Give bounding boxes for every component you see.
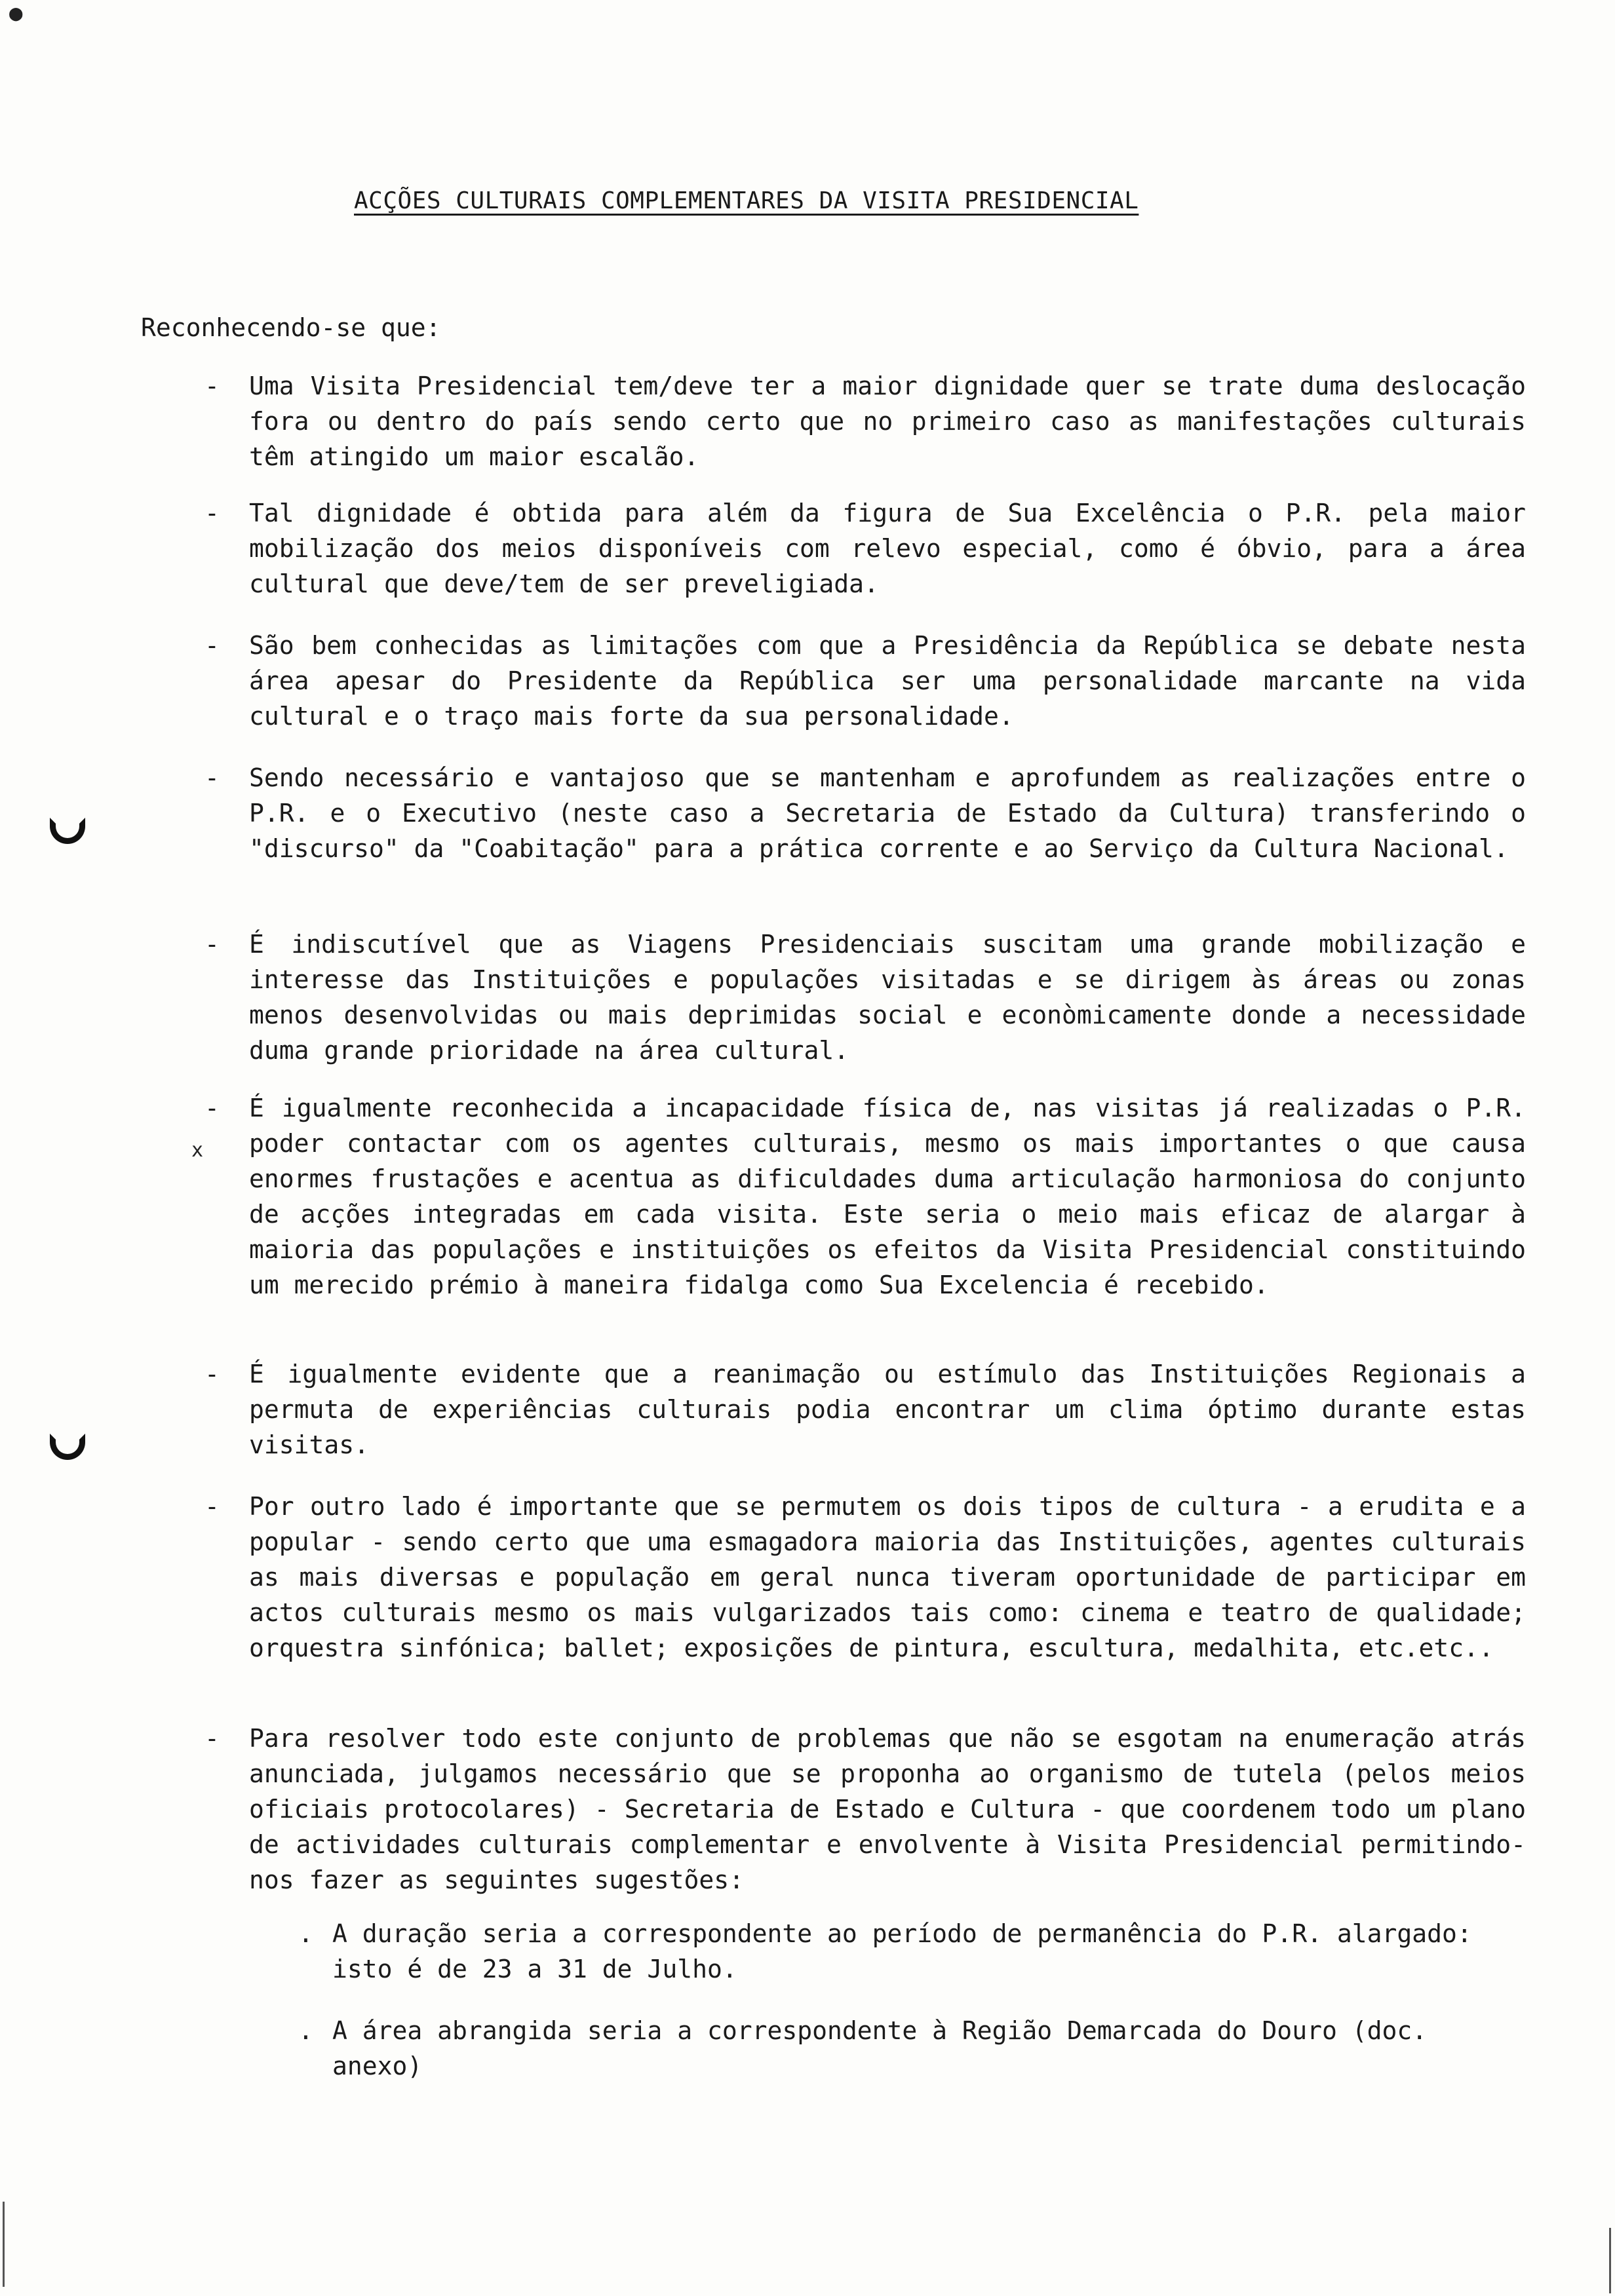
dash-bullet: - [204,763,220,792]
paragraph-7 [204,1356,1526,1463]
paragraph-5 [204,927,1526,1068]
intro-line: Reconhecendo-se que: [141,313,441,342]
sub-item-2 [298,2013,1530,2084]
paragraph-8 [204,1489,1526,1666]
paragraph-1 [204,368,1526,474]
punch-hole-bottom [50,1434,85,1460]
left-edge-line [3,2202,5,2287]
paragraph-4 [204,760,1526,866]
dash-bullet: - [204,631,220,660]
dash-bullet: - [204,1724,220,1753]
paragraph-text: É igualmente reconhecida a incapacidade física de, nas visitas já realizadas o P.R. poder contactar com os agentes culturais, mesmo os mais importantes o que causa enormes frustações e acentua as dificuldades duma articulação harmoniosa do conjunto de acções integradas em cada visita. Este seria o meio mais eficaz de alargar à maioria das populações e instituições os efeitos da Visita Presidencial constituindo um merecido prémio à maneira fidalga como Sua Excelencia é recebido. [249,1094,1526,1299]
paragraph-3 [204,628,1526,734]
paragraph-text: Para resolver todo este conjunto de problemas que não se esgotam na enumeração atrás anunciada, julgamos necessário que se proponha ao organismo de tutela (pelos meios oficiais protocolares) - Secretaria de Estado e Cultura - que coordenem todo um plano de actividades culturais complementar e envolvente à Visita Presidencial permitindo-nos fazer as seguintes sugestões: [249,1724,1526,1894]
paragraph-6 [204,1090,1526,1303]
paragraph-text: Sendo necessário e vantajoso que se mantenham e aprofundem as realizações entre o P.R. e o Executivo (neste caso a Secretaria de Estado da Cultura) transferindo o "discurso" da "Coabitação" para a prática corrente e ao Serviço da Cultura Nacional. [249,763,1526,863]
paragraph-text: Por outro lado é importante que se permutem os dois tipos de cultura - a erudita e a popular - sendo certo que uma esmagadora maioria das Instituições, agentes culturais as mais diversas e população em geral nunca tiveram oportunidade de participar em actos culturais mesmo os mais vulgarizados tais como: cinema e teatro de qualidade; orquestra sinfónica; ballet; exposições de pintura, escultura, medalhita, etc.etc.. [249,1492,1526,1662]
dot-bullet: . [298,2016,313,2045]
paragraph-text: É indiscutível que as Viagens Presidenciais suscitam uma grande mobilização e interesse das Instituições e populações visitadas e se dirigem às áreas ou zonas menos desenvolvidas ou mais deprimidas social e econòmicamente donde a necessidade duma grande prioridade na área cultural. [249,930,1526,1065]
dash-bullet: - [204,1094,220,1122]
dash-bullet: - [204,930,220,959]
sub-item-1 [298,1916,1530,1987]
margin-x-mark: x [191,1139,204,1162]
document-title: ACÇÕES CULTURAIS COMPLEMENTARES DA VISITA PRESIDENCIAL [354,187,1139,214]
corner-speck: ● [9,0,23,26]
right-edge-line [1609,2228,1611,2293]
dot-bullet: . [298,1919,313,1948]
paragraph-9 [204,1721,1526,1898]
dash-bullet: - [204,372,220,400]
sub-item-text: A área abrangida seria a correspondente à Região Demarcada do Douro (doc. anexo) [332,2016,1428,2080]
dash-bullet: - [204,499,220,527]
paragraph-text: São bem conhecidas as limitações com que a Presidência da República se debate nesta área apesar do Presidente da República ser uma personalidade marcante na vida cultural e o traço mais forte da sua personalidade. [249,631,1526,731]
punch-hole-top [50,818,85,844]
paragraph-text: Tal dignidade é obtida para além da figura de Sua Excelência o P.R. pela maior mobilização dos meios disponíveis com relevo especial, como é óbvio, para a área cultural que deve/tem de ser preveligiada. [249,499,1526,598]
paragraph-text: É igualmente evidente que a reanimação ou estímulo das Instituições Regionais a permuta de experiências culturais podia encontrar um clima óptimo durante estas visitas. [249,1360,1526,1459]
dash-bullet: - [204,1492,220,1521]
sub-item-text: A duração seria a correspondente ao período de permanência do P.R. alargado: isto é de 23 a 31 de Julho. [332,1919,1472,1983]
dash-bullet: - [204,1360,220,1388]
paragraph-text: Uma Visita Presidencial tem/deve ter a maior dignidade quer se trate duma deslocação fora ou dentro do país sendo certo que no primeiro caso as manifestações culturais têm atingido um maior escalão. [249,372,1526,471]
paragraph-2 [204,495,1526,602]
